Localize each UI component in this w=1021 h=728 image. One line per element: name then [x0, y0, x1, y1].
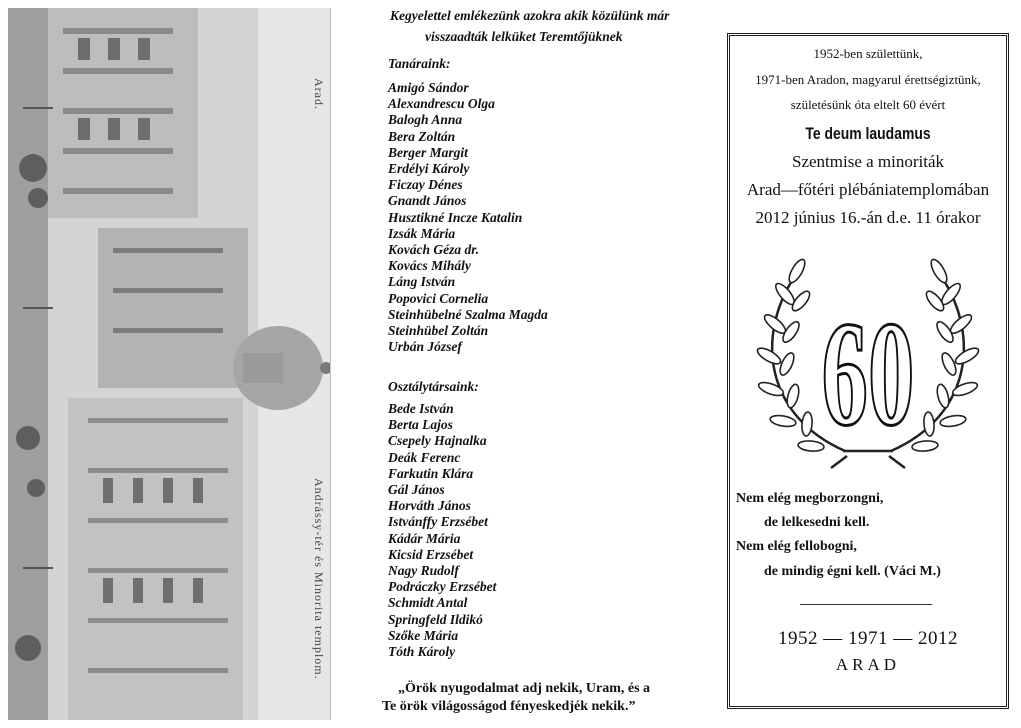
classmate-name: Kicsid Erzsébet: [388, 546, 474, 562]
classmate-name: Horváth János: [388, 498, 471, 514]
teacher-name: Kovács Mihály: [388, 258, 471, 274]
teacher-name: Kovách Géza dr.: [388, 242, 480, 258]
invitation-panel: [727, 33, 1009, 709]
teacher-name: Láng István: [388, 274, 456, 290]
teacher-name: Bera Zoltán: [388, 128, 456, 144]
classmate-name: Gál János: [388, 482, 445, 498]
teacher-name: Amigó Sándor: [388, 80, 469, 95]
divider: [800, 604, 932, 605]
classmate-name: Szőke Mária: [388, 627, 459, 643]
classmate-name: Istvánffy Erzsébet: [388, 514, 488, 530]
teachers-list: [388, 80, 548, 355]
teacher-name: Gnandt János: [388, 193, 467, 209]
classmate-name: Tóth Károly: [388, 644, 456, 660]
church-square-illustration: [8, 8, 330, 720]
classmates-list: [388, 401, 496, 660]
church-line: Arad—főtéri plébániatemplomában: [746, 180, 990, 199]
quote-line-2: de lelkesedni kell.: [764, 515, 870, 530]
te-deum-title: Te deum laudamus: [805, 124, 931, 143]
photo-caption-square: Andrássy-tér és Minorita templom.: [312, 478, 326, 680]
teacher-name: Berger Margit: [388, 144, 468, 160]
classmate-name: Kádár Mária: [388, 530, 461, 546]
emblem-number: 60: [821, 290, 915, 457]
born-line: 1952-ben születtünk,: [813, 46, 923, 61]
classmate-name: Nagy Rudolf: [388, 563, 459, 579]
closing-prayer-line-1: „Örök nyugodalmat adj nekik, Uram, és a: [398, 681, 651, 696]
city-name: ARAD: [835, 655, 901, 674]
classmate-name: Csepely Hajnalka: [388, 433, 487, 449]
mass-line: Szentmise a minoriták: [791, 152, 945, 171]
classmates-heading: Osztálytársaink:: [388, 379, 479, 394]
graduated-line: 1971-ben Aradon, magyarul érettségiztünk,: [755, 72, 981, 87]
classmate-name: Springfeld Ildikó: [388, 611, 483, 627]
laurel-wreath-emblem: [755, 246, 981, 476]
classmate-name: Podráczky Erzsébet: [388, 579, 497, 595]
memorial-panel: [350, 0, 725, 728]
teacher-name: Izsák Mária: [388, 225, 456, 241]
years-passed-line: születésünk óta eltelt 60 évért: [790, 97, 946, 112]
teacher-name: Balogh Anna: [388, 112, 463, 128]
postcard-photo: [8, 8, 331, 720]
classmate-name: Farkutin Klára: [388, 465, 474, 481]
teacher-name: Popovici Cornelia: [388, 290, 489, 306]
quote-line-4: de mindig égni kell. (Váci M.): [764, 564, 941, 579]
classmate-name: Schmidt Antal: [388, 595, 468, 611]
closing-prayer-line-2: Te örök világosságod fényeskedjék nekik.”: [382, 699, 636, 714]
teacher-name: Ficzay Dénes: [388, 177, 463, 193]
classmate-name: Bede István: [388, 401, 454, 416]
memorial-intro-line-2: visszaadták lelküket Teremtőjüknek: [425, 29, 623, 44]
classmate-name: Berta Lajos: [388, 417, 453, 433]
teacher-name: Alexandrescu Olga: [388, 96, 495, 112]
teacher-name: Urbán József: [388, 339, 462, 355]
quote-line-1: Nem elég megborzongni,: [736, 491, 884, 506]
teacher-name: Erdélyi Károly: [388, 161, 470, 177]
teacher-name: Steinhübelné Szalma Magda: [388, 306, 548, 322]
teachers-heading: Tanáraink:: [388, 56, 451, 71]
quote-line-3: Nem elég fellobogni,: [736, 539, 857, 554]
teacher-name: Husztikné Incze Katalin: [388, 209, 523, 225]
memorial-intro-line-1: Kegyelettel emlékezünk azokra akik közülünk már: [390, 8, 670, 23]
photo-caption-city: Arad.: [312, 78, 326, 110]
years-range: 1952 — 1971 — 2012: [778, 628, 958, 649]
date-line: 2012 június 16.-án d.e. 11 órakor: [755, 208, 981, 227]
teacher-name: Steinhübel Zoltán: [388, 323, 489, 339]
classmate-name: Deák Ferenc: [388, 449, 461, 465]
